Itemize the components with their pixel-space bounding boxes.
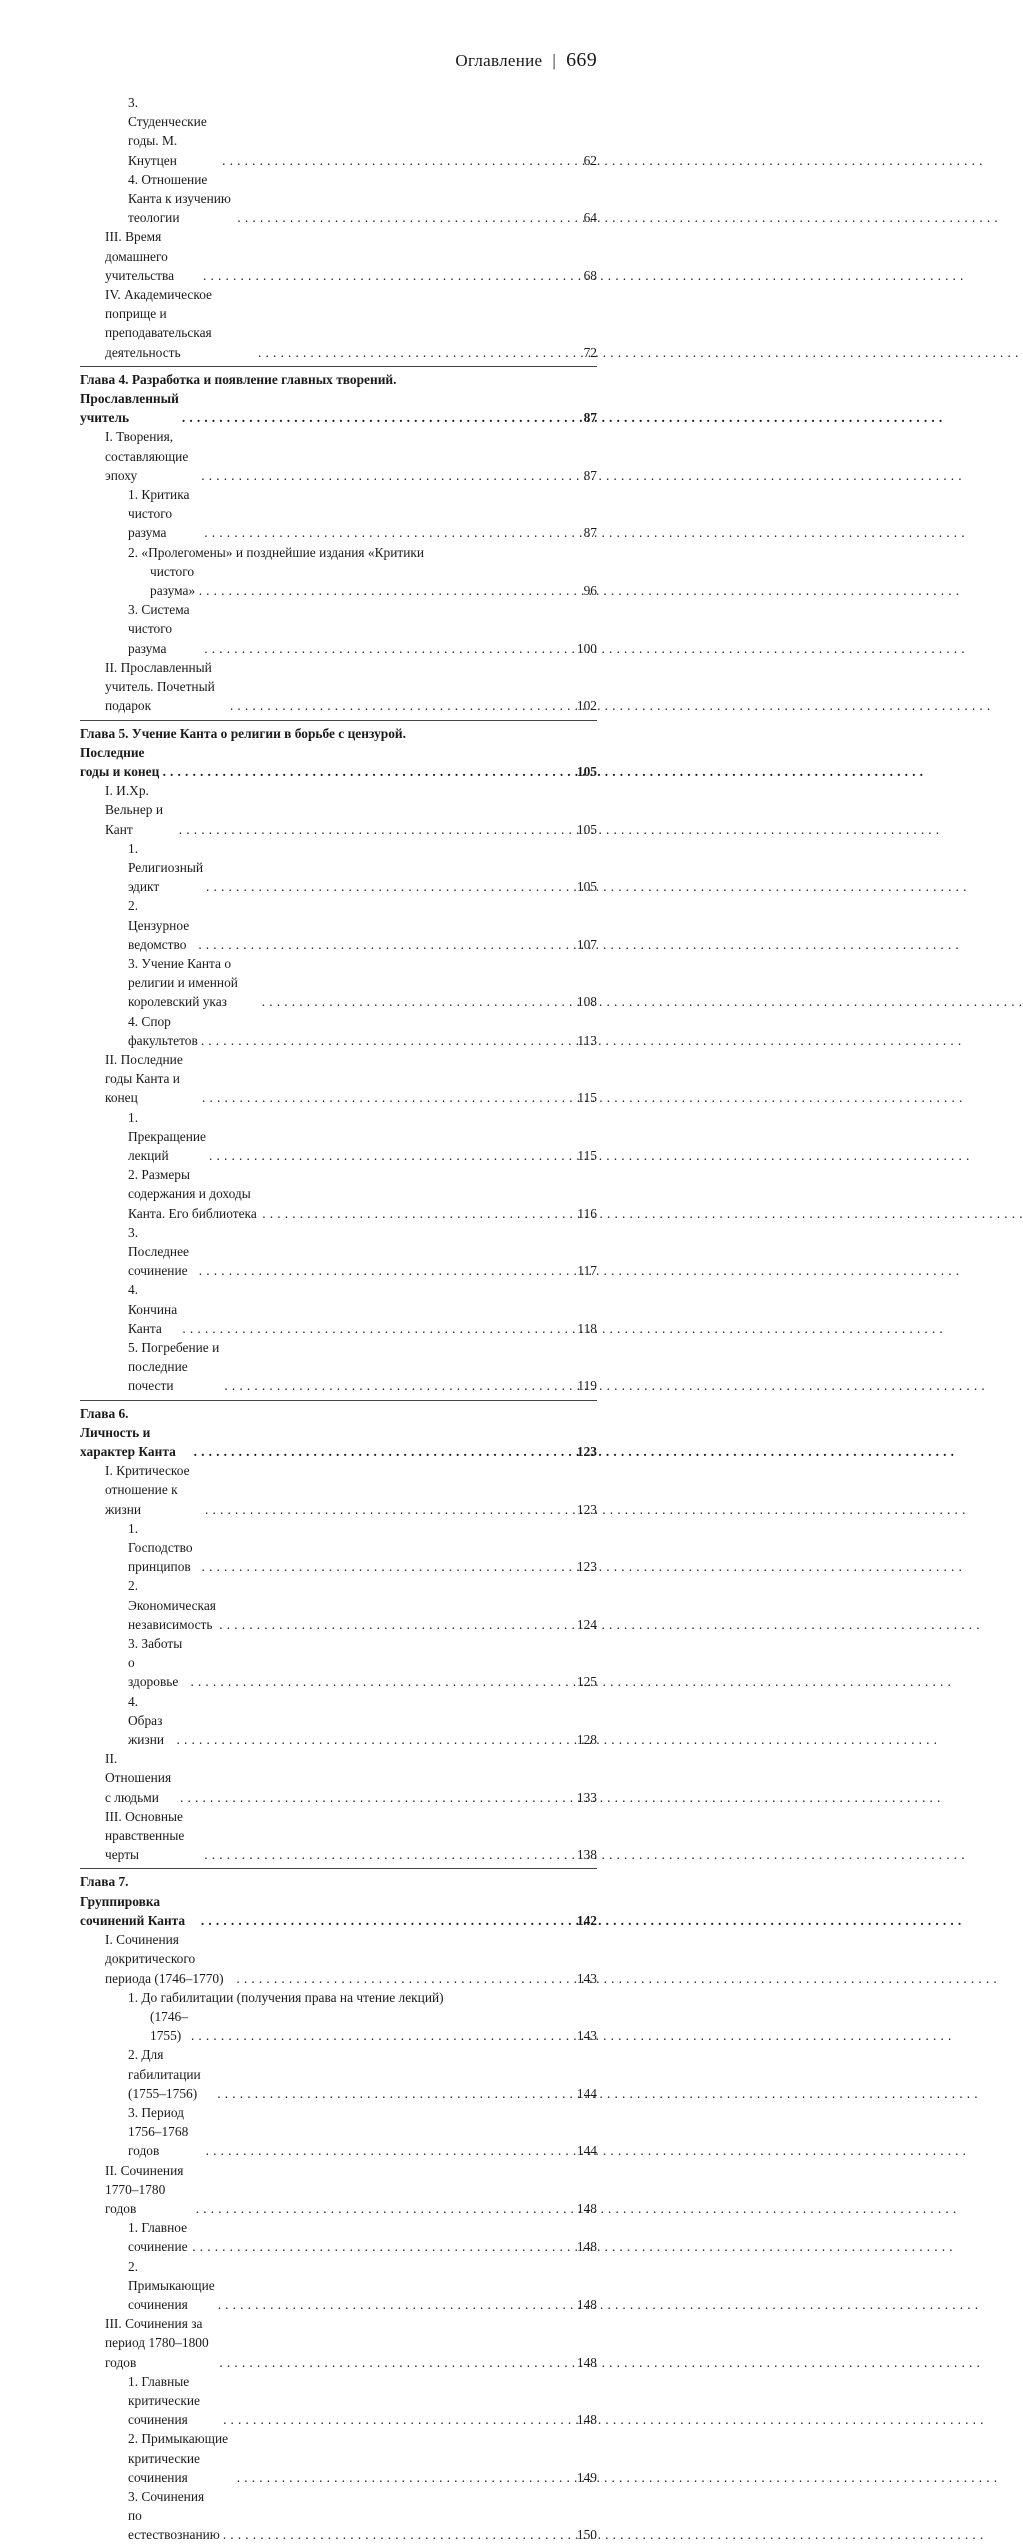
toc-entry-text: 3. Сочинения по естествознанию (128, 2488, 220, 2543)
dot-leader (163, 762, 574, 781)
toc-entry-text: III. Время домашнего учительства (105, 229, 175, 283)
toc-entry-text: 5. Погребение и последние почести (128, 1340, 220, 1394)
toc-entry[interactable] (80, 2314, 597, 2372)
chapter-4-heading[interactable] (80, 389, 597, 427)
toc-entry-text: IV. Академическое поприще и преподавательская деятельность (105, 287, 212, 360)
toc-entry-text: III. Сочинения за период 1780–1800 годов (105, 2316, 209, 2370)
toc-entry-page: 123 (576, 1559, 597, 1575)
toc-entry[interactable] (80, 2487, 597, 2545)
toc-entry-page: 149 (576, 2469, 597, 2485)
header-page-number: 669 (566, 49, 597, 71)
toc-entry[interactable] (80, 954, 597, 1012)
dot-leader (218, 2295, 574, 2314)
toc-entry-text: 3. Учение Канта о религии и именной королевский указ (128, 955, 238, 1010)
dot-leader (192, 2237, 574, 2256)
chapter-divider (80, 366, 597, 367)
chapter-5-heading-line1[interactable]: Глава 5. Учение Канта о религии в борьбе с цензурой. (80, 725, 406, 741)
toc-entry-text: 4. Спор факультетов (128, 1013, 198, 1048)
toc-entry-text: II. Отношения с людьми (105, 1751, 172, 1805)
toc-entry-page: 100 (576, 640, 597, 656)
toc-entry-text: 3. Студенческие годы. М. Кнутцен (128, 95, 207, 168)
toc-entry-text: I. И.Хр. Вельнер и Кант (105, 783, 163, 837)
dot-leader (205, 1500, 574, 1519)
toc-entry-text: 4. Отношение Канта к изучению теологии (128, 171, 231, 226)
dot-leader (204, 639, 574, 658)
dot-leader (191, 2026, 574, 2045)
toc-entry-text: 1. Главные критические сочинения (128, 2373, 200, 2428)
toc-entry-page: 64 (583, 210, 597, 226)
toc-entry-page: 148 (576, 2296, 597, 2312)
toc-entry[interactable] (80, 1050, 597, 1108)
toc-entry-text: Глава 7. Группировка сочинений Канта (80, 1874, 186, 1928)
toc-entry-text: 1. Критика чистого разума (128, 487, 190, 541)
toc-entry[interactable] (80, 1280, 597, 1338)
toc-entry-text: (1746–1755) (150, 2008, 188, 2044)
running-header (455, 49, 597, 72)
toc-entry-text: I. Творения, составляющие эпоху (105, 429, 189, 483)
toc-entry[interactable] (80, 2257, 597, 2315)
toc-entry[interactable] (80, 1338, 597, 1396)
dot-leader (196, 2199, 574, 2218)
chapter-6-heading[interactable] (80, 1404, 597, 1462)
toc-entry-page: 142 (576, 1912, 597, 1928)
toc-entry-page: 148 (576, 2239, 597, 2255)
dot-leader (206, 877, 574, 896)
toc-entry-page: 96 (583, 583, 597, 599)
chapter-divider (80, 1868, 597, 1869)
toc-entry-text: 2. Для габилитации (1755–1756) (128, 2047, 201, 2101)
dot-leader (206, 2141, 574, 2160)
dot-leader (201, 1911, 574, 1930)
toc-entry-page: 138 (576, 1847, 597, 1863)
toc-entry-text: II. Последние годы Канта и конец (105, 1051, 183, 1106)
toc-entry-page: 124 (576, 1616, 597, 1632)
toc-entry[interactable] (80, 93, 597, 170)
toc-entry-text: 3. Период 1756–1768 годов (128, 2104, 189, 2159)
toc-entry-text: Последние годы и конец (80, 744, 160, 779)
header-separator: | (552, 51, 557, 70)
dot-leader (230, 696, 574, 715)
toc-entry[interactable] (80, 285, 597, 362)
dot-leader (199, 581, 574, 600)
toc-entry-text: 3. Заботы о здоровье (128, 1636, 183, 1690)
chapter-4-heading-line1[interactable]: Глава 4. Разработка и появление главных творений. (80, 371, 397, 387)
toc-entry-text: III. Основные нравственные черты (105, 1808, 185, 1863)
dot-leader (179, 820, 574, 839)
toc-entry[interactable] (80, 2103, 597, 2161)
dot-leader (219, 1615, 574, 1634)
toc-entry-page: 113 (577, 1032, 597, 1048)
toc-entry-text: 2. Размеры содержания и доходы Канта. Его библиотека (128, 1167, 257, 1221)
toc-entry[interactable] (80, 1576, 597, 1634)
toc-entry[interactable] (80, 1461, 597, 1519)
toc-entry-page: 87 (583, 410, 597, 426)
dot-leader (182, 1319, 574, 1338)
toc-entry-text: чистого разума» (150, 563, 196, 599)
toc-entry-text: 3. Система чистого разума (128, 602, 190, 656)
toc-entry-page: 144 (576, 2143, 597, 2159)
toc-entry-text: 2. Цензурное ведомство (128, 898, 190, 952)
toc-entry-page: 68 (583, 267, 597, 283)
toc-entry-text: 2. Примыкающие критические сочинения (128, 2431, 229, 2485)
dot-leader (194, 1442, 574, 1461)
toc-entry-text: 1. Религиозный эдикт (128, 840, 204, 895)
toc-entry-page: 115 (577, 1147, 597, 1163)
toc-entry-page: 123 (576, 1501, 597, 1517)
toc-entry-text: II. Сочинения 1770–1780 годов (105, 2162, 184, 2216)
dot-leader (199, 1261, 574, 1280)
toc-entry-text: I. Сочинения докритического периода (1746–1770) (105, 1932, 224, 1986)
dot-leader (202, 1088, 574, 1107)
toc-entry-page: 107 (576, 936, 597, 952)
toc-entry[interactable] (80, 1692, 597, 1750)
dot-leader (217, 2084, 574, 2103)
toc-entry[interactable] (80, 1930, 597, 1988)
toc-entry[interactable] (80, 600, 597, 658)
toc-entry[interactable] (80, 1165, 597, 1223)
toc-entry[interactable] (80, 427, 597, 485)
toc-entry-text: Глава 6. Личность и характер Канта (80, 1405, 176, 1460)
dot-leader (209, 1146, 574, 1165)
toc-entry-text: 3. Последнее сочинение (128, 1224, 189, 1279)
toc-entry-page: 102 (576, 698, 597, 714)
toc-entry-page: 105 (576, 763, 597, 779)
toc-entry-page: 118 (577, 1320, 597, 1336)
toc-entry[interactable] (80, 2429, 597, 2487)
toc-entry-page: 150 (576, 2527, 597, 2543)
dot-leader (177, 1730, 574, 1749)
dot-leader (198, 935, 574, 954)
toc-entry[interactable] (80, 1223, 597, 1281)
dot-leader (204, 1845, 574, 1864)
dot-leader (222, 151, 574, 170)
dot-leader (236, 1969, 574, 1988)
toc-entry-text: Прославленный учитель (80, 391, 179, 426)
toc-entry-page: 62 (583, 152, 597, 168)
toc-entry[interactable] (80, 2007, 597, 2045)
toc-entry[interactable] (80, 896, 597, 954)
toc-entry-page: 116 (577, 1205, 597, 1221)
toc-entry-line1[interactable]: 2. «Пролегомены» и позднейшие издания «Критики (128, 544, 425, 560)
toc-entry-text: 2. Экономическая независимость (128, 1578, 216, 1632)
toc-entry[interactable] (80, 2045, 597, 2103)
dot-leader (262, 992, 574, 1011)
toc-entry-line1[interactable]: 1. До габилитации (получения права на чтение лекций) (128, 1989, 444, 2005)
toc-entry-page: 143 (576, 1970, 597, 1986)
chapter-7-heading[interactable] (80, 1872, 597, 1930)
toc-entry-page: 123 (576, 1444, 597, 1460)
chapter-divider (80, 720, 597, 721)
dot-leader (223, 2525, 574, 2544)
toc-entry-page: 128 (576, 1732, 597, 1748)
dot-leader (237, 208, 574, 227)
toc-entry-text: 2. Примыкающие сочинения (128, 2258, 215, 2312)
dot-leader (201, 1031, 574, 1050)
toc-entry-text: 1. Прекращение лекций (128, 1109, 206, 1163)
toc-entry[interactable] (80, 1108, 597, 1166)
chapter-divider (80, 1400, 597, 1401)
toc-entry-text: 4. Кончина Канта (128, 1282, 178, 1336)
dot-leader (262, 1204, 574, 1223)
toc-entry-text: 1. Господство принципов (128, 1520, 193, 1575)
toc-entry[interactable] (80, 227, 597, 285)
dot-leader (224, 1376, 574, 1395)
toc-entry[interactable] (80, 170, 597, 228)
toc-entry-page: 105 (576, 879, 597, 895)
dot-leader (258, 343, 574, 362)
toc-entry-page: 125 (576, 1674, 597, 1690)
toc-entry-text: I. Критическое отношение к жизни (105, 1463, 190, 1517)
chapter-5-heading[interactable] (80, 743, 597, 781)
dot-leader (182, 408, 574, 427)
dot-leader (201, 466, 574, 485)
dot-leader (201, 1557, 573, 1576)
toc-entry-text: II. Прославленный учитель. Почетный подарок (105, 659, 215, 714)
toc-entry-page: 133 (576, 1789, 597, 1805)
toc-entry-text: 4. Образ жизни (128, 1693, 165, 1748)
toc-entry[interactable] (80, 2161, 597, 2219)
dot-leader (203, 266, 574, 285)
toc-entry-page: 87 (583, 525, 597, 541)
toc-entry-page: 148 (576, 2200, 597, 2216)
dot-leader (219, 2353, 573, 2372)
toc-entry-page: 143 (576, 2028, 597, 2044)
toc-entry[interactable] (80, 1519, 597, 1577)
toc-entry-text: 1. Главное сочинение (128, 2220, 188, 2255)
toc-entry[interactable] (80, 485, 597, 543)
toc-entry-page: 148 (576, 2354, 597, 2370)
toc-entry[interactable] (80, 1807, 597, 1865)
toc-entry-page: 117 (577, 1263, 597, 1279)
dot-leader (190, 1672, 573, 1691)
dot-leader (223, 2410, 574, 2429)
toc-entry[interactable] (80, 839, 597, 897)
toc-entry[interactable] (80, 1749, 597, 1807)
dot-leader (204, 523, 574, 542)
toc-entry-page: 72 (583, 344, 597, 360)
toc-entry-page: 115 (577, 1090, 597, 1106)
toc-entry-page: 105 (576, 821, 597, 837)
toc-entry[interactable] (80, 658, 597, 716)
toc-entry-page: 119 (577, 1378, 597, 1394)
header-title: Оглавление (455, 51, 543, 70)
toc-entry[interactable] (80, 2218, 597, 2256)
toc-entry-page: 148 (576, 2412, 597, 2428)
toc-entry[interactable] (80, 1634, 597, 1692)
table-of-contents (80, 93, 597, 2545)
toc-entry[interactable] (80, 562, 597, 600)
toc-entry[interactable] (80, 1012, 597, 1050)
toc-entry-page: 108 (576, 994, 597, 1010)
toc-entry-page: 87 (583, 467, 597, 483)
dot-leader (237, 2468, 574, 2487)
dot-leader (180, 1788, 574, 1807)
toc-entry[interactable] (80, 781, 597, 839)
toc-entry[interactable] (80, 2372, 597, 2430)
toc-entry-page: 144 (576, 2085, 597, 2101)
